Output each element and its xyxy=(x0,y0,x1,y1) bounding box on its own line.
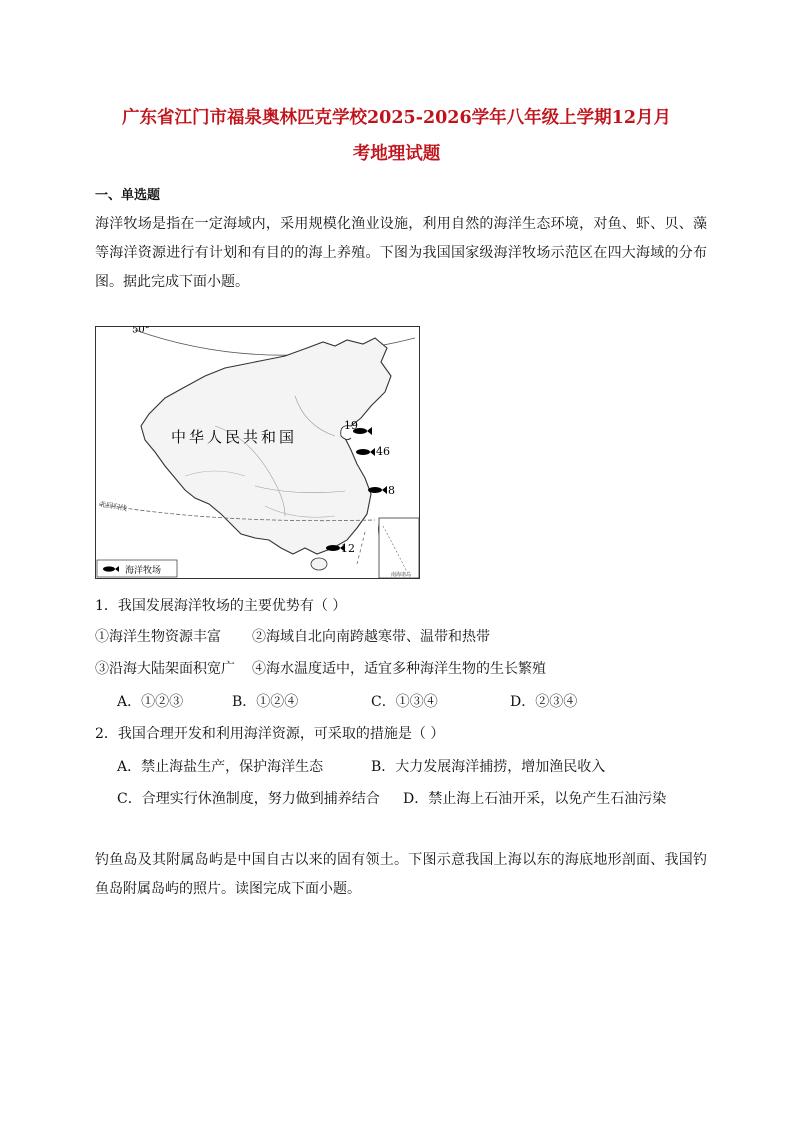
q1-statement-1: ①海洋生物资源丰富 xyxy=(95,629,221,645)
marker-label-12: 12 xyxy=(341,542,355,555)
marker-label-19: 19 xyxy=(344,419,358,432)
q1-option-d[interactable]: D．②③④ xyxy=(510,694,578,710)
intro-paragraph-1: 海洋牧场是指在一定海域内，采用规模化渔业设施，利用自然的海洋生态环境，对鱼、虾、贝、藻等海洋资源进行有计划和有目的的海上养殖。下图为我国国家级海洋牧场示范区在四大海域的分布图。据此完成下面小题。 xyxy=(95,216,707,290)
latitude-label: 50° xyxy=(132,326,150,336)
inset-label: 南海诸岛 xyxy=(391,572,412,578)
q2-option-b[interactable]: B．大力发展海洋捕捞，增加渔民收入 xyxy=(371,759,606,775)
q1-option-a[interactable]: A．①②③ xyxy=(117,694,184,710)
q2-option-c[interactable]: C．合理实行休渔制度，努力做到捕养结合 xyxy=(117,791,380,807)
q2-option-a[interactable]: A．禁止海盐生产，保护海洋生态 xyxy=(117,759,324,775)
map-figure xyxy=(95,326,420,579)
marker-label-8: 8 xyxy=(388,484,395,497)
q2-option-d[interactable]: D．禁止海上石油开采，以免产生石油污染 xyxy=(403,791,667,807)
country-label: 中华人民共和国 xyxy=(171,428,298,446)
south-china-sea-inset xyxy=(379,518,419,578)
ocean-ranch-map xyxy=(95,326,420,579)
tropic-label: 北回归线 xyxy=(98,500,128,513)
q1-option-b[interactable]: B．①②④ xyxy=(232,694,299,710)
hainan-island xyxy=(311,558,327,570)
section-heading: 一、单选题 xyxy=(95,188,161,203)
question-2-stem: 2．我国合理开发和利用海洋资源，可采取的措施是（ ） xyxy=(95,726,445,742)
q1-statement-2: ②海域自北向南跨越寒带、温带和热带 xyxy=(252,629,490,645)
q1-statement-4: ④海水温度适中，适宜多种海洋生物的生长繁殖 xyxy=(252,661,546,677)
q1-option-c[interactable]: C．①③④ xyxy=(371,694,438,710)
title-line-1: 广东省江门市福泉奥林匹克学校2025-2026学年八年级上学期12月月 xyxy=(121,108,672,128)
marker-label-46: 46 xyxy=(376,445,390,458)
legend-label: 海洋牧场 xyxy=(125,566,162,576)
question-1-stem: 1．我国发展海洋牧场的主要优势有（ ） xyxy=(95,598,347,614)
document-title xyxy=(60,100,733,172)
title-line-2: 考地理试题 xyxy=(352,144,441,164)
q1-statement-3: ③沿海大陆架面积宽广 xyxy=(95,661,235,677)
intro-paragraph-2: 钓鱼岛及其附属岛屿是中国自古以来的固有领土。下图示意我国上海以东的海底地形剖面、我国钓鱼岛附属岛屿的照片。读图完成下面小题。 xyxy=(95,852,707,897)
